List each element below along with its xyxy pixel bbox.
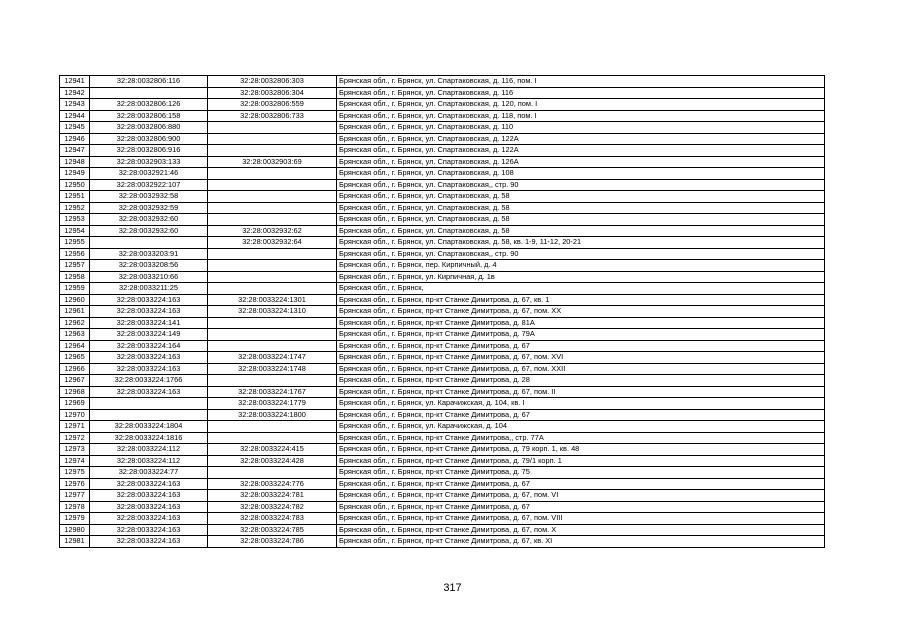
address-cell: Брянская обл., г. Брянск, ул. Спартаковская, д. 120, пом. I — [337, 99, 825, 111]
address-cell: Брянская обл., г. Брянск, пер. Кирпичный, д. 4 — [337, 260, 825, 272]
object-cadastral-number-cell — [208, 467, 337, 479]
cadastral-number-cell — [90, 398, 208, 410]
row-number-cell: 12959 — [60, 283, 90, 295]
table-row — [60, 329, 825, 341]
table-row — [60, 237, 825, 249]
row-number-cell: 12975 — [60, 467, 90, 479]
cadastral-number-cell: 32:28:0033224:1816 — [90, 432, 208, 444]
cadastral-number-cell: 32:28:0032921:46 — [90, 168, 208, 180]
row-number-cell: 12944 — [60, 110, 90, 122]
row-number-cell: 12974 — [60, 455, 90, 467]
table-row — [60, 478, 825, 490]
cadastral-number-cell: 32:28:0033224:163 — [90, 501, 208, 513]
row-number-cell: 12957 — [60, 260, 90, 272]
row-number-cell: 12950 — [60, 179, 90, 191]
cadastral-number-cell: 32:28:0033224:163 — [90, 490, 208, 502]
address-cell: Брянская обл., г. Брянск, пр-кт Станке Димитрова, д. 28 — [337, 375, 825, 387]
row-number-cell: 12958 — [60, 271, 90, 283]
row-number-cell: 12978 — [60, 501, 90, 513]
property-table — [59, 75, 825, 548]
object-cadastral-number-cell: 32:28:0033224:428 — [208, 455, 337, 467]
table-row — [60, 191, 825, 203]
cadastral-number-cell: 32:28:0032806:126 — [90, 99, 208, 111]
object-cadastral-number-cell — [208, 202, 337, 214]
cadastral-number-cell: 32:28:0033224:141 — [90, 317, 208, 329]
address-cell: Брянская обл., г. Брянск, ул. Спартаковская, д. 110 — [337, 122, 825, 134]
table-row — [60, 409, 825, 421]
row-number-cell: 12965 — [60, 352, 90, 364]
table-row — [60, 122, 825, 134]
table-row — [60, 421, 825, 433]
address-cell: Брянская обл., г. Брянск, ул. Спартаковская, д. 58 — [337, 191, 825, 203]
row-number-cell: 12966 — [60, 363, 90, 375]
row-number-cell: 12956 — [60, 248, 90, 260]
object-cadastral-number-cell — [208, 283, 337, 295]
cadastral-number-cell: 32:28:0032932:58 — [90, 191, 208, 203]
cadastral-number-cell: 32:28:0033224:77 — [90, 467, 208, 479]
object-cadastral-number-cell: 32:28:0032806:304 — [208, 87, 337, 99]
address-cell: Брянская обл., г. Брянск, пр-кт Станке Димитрова, д. 75 — [337, 467, 825, 479]
address-cell: Брянская обл., г. Брянск, ул. Спартаковская,, стр. 90 — [337, 179, 825, 191]
cadastral-number-cell: 32:28:0033210:66 — [90, 271, 208, 283]
address-cell: Брянская обл., г. Брянск, — [337, 283, 825, 295]
object-cadastral-number-cell — [208, 168, 337, 180]
table-body — [60, 76, 825, 548]
object-cadastral-number-cell: 32:28:0033224:1767 — [208, 386, 337, 398]
table-row — [60, 375, 825, 387]
cadastral-number-cell — [90, 87, 208, 99]
object-cadastral-number-cell — [208, 260, 337, 272]
row-number-cell: 12964 — [60, 340, 90, 352]
table-row — [60, 306, 825, 318]
table-row — [60, 340, 825, 352]
address-cell: Брянская обл., г. Брянск, ул. Спартаковская, д. 58, кв. 1-9, 11-12, 20-21 — [337, 237, 825, 249]
object-cadastral-number-cell — [208, 145, 337, 157]
address-cell: Брянская обл., г. Брянск, пр-кт Станке Димитрова, д. 67, пом. VI — [337, 490, 825, 502]
address-cell: Брянская обл., г. Брянск, пр-кт Станке Димитрова, д. 67, пом. XX — [337, 306, 825, 318]
object-cadastral-number-cell: 32:28:0033224:1748 — [208, 363, 337, 375]
address-cell: Брянская обл., г. Брянск, пр-кт Станке Димитрова, д. 79А — [337, 329, 825, 341]
cadastral-number-cell — [90, 409, 208, 421]
address-cell: Брянская обл., г. Брянск, пр-кт Станке Димитрова, д. 67, пом. II — [337, 386, 825, 398]
row-number-cell: 12971 — [60, 421, 90, 433]
cadastral-number-cell: 32:28:0033211:25 — [90, 283, 208, 295]
address-cell: Брянская обл., г. Брянск, пр-кт Станке Димитрова, д. 67, пом. XXII — [337, 363, 825, 375]
row-number-cell: 12963 — [60, 329, 90, 341]
row-number-cell: 12980 — [60, 524, 90, 536]
row-number-cell: 12948 — [60, 156, 90, 168]
address-cell: Брянская обл., г. Брянск, ул. Спартаковская, д. 118, пом. I — [337, 110, 825, 122]
address-cell: Брянская обл., г. Брянск, ул. Спартаковская, д. 58 — [337, 214, 825, 226]
cadastral-number-cell: 32:28:0033224:112 — [90, 455, 208, 467]
table-row — [60, 363, 825, 375]
object-cadastral-number-cell: 32:28:0033224:1800 — [208, 409, 337, 421]
row-number-cell: 12943 — [60, 99, 90, 111]
address-cell: Брянская обл., г. Брянск, ул. Спартаковская, д. 122А — [337, 145, 825, 157]
cadastral-number-cell — [90, 237, 208, 249]
object-cadastral-number-cell: 32:28:0033224:783 — [208, 513, 337, 525]
object-cadastral-number-cell: 32:28:0033224:415 — [208, 444, 337, 456]
cadastral-number-cell: 32:28:0033224:1804 — [90, 421, 208, 433]
cadastral-number-cell: 32:28:0032932:60 — [90, 225, 208, 237]
address-cell: Брянская обл., г. Брянск, ул. Спартаковская, д. 108 — [337, 168, 825, 180]
cadastral-number-cell: 32:28:0033224:163 — [90, 536, 208, 548]
row-number-cell: 12945 — [60, 122, 90, 134]
row-number-cell: 12952 — [60, 202, 90, 214]
cadastral-number-cell: 32:28:0033208:56 — [90, 260, 208, 272]
object-cadastral-number-cell — [208, 248, 337, 260]
object-cadastral-number-cell — [208, 191, 337, 203]
row-number-cell: 12955 — [60, 237, 90, 249]
row-number-cell: 12961 — [60, 306, 90, 318]
address-cell: Брянская обл., г. Брянск, пр-кт Станке Димитрова, д. 79/1 корп. 1 — [337, 455, 825, 467]
table-row — [60, 455, 825, 467]
row-number-cell: 12970 — [60, 409, 90, 421]
table-row — [60, 99, 825, 111]
address-cell: Брянская обл., г. Брянск, пр-кт Станке Димитрова, д. 67 — [337, 340, 825, 352]
object-cadastral-number-cell: 32:28:0033224:785 — [208, 524, 337, 536]
cadastral-number-cell: 32:28:0032806:900 — [90, 133, 208, 145]
object-cadastral-number-cell: 32:28:0033224:1779 — [208, 398, 337, 410]
table-row — [60, 432, 825, 444]
table-row — [60, 87, 825, 99]
cadastral-number-cell: 32:28:0033224:163 — [90, 513, 208, 525]
cadastral-number-cell: 32:28:0032932:60 — [90, 214, 208, 226]
cadastral-number-cell: 32:28:0033224:163 — [90, 363, 208, 375]
object-cadastral-number-cell: 32:28:0032806:733 — [208, 110, 337, 122]
page-number: 317 — [443, 582, 462, 594]
cadastral-number-cell: 32:28:0032922:107 — [90, 179, 208, 191]
object-cadastral-number-cell — [208, 133, 337, 145]
row-number-cell: 12979 — [60, 513, 90, 525]
table-row — [60, 444, 825, 456]
address-cell: Брянская обл., г. Брянск, пр-кт Станке Димитрова, д. 67, кв. 1 — [337, 294, 825, 306]
cadastral-number-cell: 32:28:0033224:163 — [90, 386, 208, 398]
object-cadastral-number-cell — [208, 340, 337, 352]
cadastral-number-cell: 32:28:0033224:163 — [90, 524, 208, 536]
address-cell: Брянская обл., г. Брянск, пр-кт Станке Димитрова, д. 67, пом. XVI — [337, 352, 825, 364]
object-cadastral-number-cell: 32:28:0032806:303 — [208, 76, 337, 88]
object-cadastral-number-cell: 32:28:0033224:781 — [208, 490, 337, 502]
table-row — [60, 398, 825, 410]
address-cell: Брянская обл., г. Брянск, пр-кт Станке Димитрова, д. 79 корп. 1, кв. 48 — [337, 444, 825, 456]
object-cadastral-number-cell: 32:28:0033224:1747 — [208, 352, 337, 364]
row-number-cell: 12951 — [60, 191, 90, 203]
object-cadastral-number-cell: 32:28:0033224:782 — [208, 501, 337, 513]
table-row — [60, 317, 825, 329]
object-cadastral-number-cell — [208, 375, 337, 387]
table-row — [60, 225, 825, 237]
object-cadastral-number-cell — [208, 214, 337, 226]
address-cell: Брянская обл., г. Брянск, ул. Спартаковская, д. 116, пом. I — [337, 76, 825, 88]
cadastral-number-cell: 32:28:0032903:133 — [90, 156, 208, 168]
row-number-cell: 12941 — [60, 76, 90, 88]
row-number-cell: 12960 — [60, 294, 90, 306]
cadastral-number-cell: 32:28:0032806:880 — [90, 122, 208, 134]
table-row — [60, 76, 825, 88]
table-row — [60, 294, 825, 306]
row-number-cell: 12968 — [60, 386, 90, 398]
cadastral-number-cell: 32:28:0033224:164 — [90, 340, 208, 352]
table-row — [60, 283, 825, 295]
cadastral-number-cell: 32:28:0032932:59 — [90, 202, 208, 214]
cadastral-number-cell: 32:28:0032806:916 — [90, 145, 208, 157]
cadastral-number-cell: 32:28:0033203:91 — [90, 248, 208, 260]
table-row — [60, 248, 825, 260]
table-row — [60, 386, 825, 398]
row-number-cell: 12946 — [60, 133, 90, 145]
cadastral-number-cell: 32:28:0032806:158 — [90, 110, 208, 122]
row-number-cell: 12967 — [60, 375, 90, 387]
table-row — [60, 524, 825, 536]
cadastral-number-cell: 32:28:0032806:116 — [90, 76, 208, 88]
address-cell: Брянская обл., г. Брянск, пр-кт Станке Димитрова, д. 67 — [337, 501, 825, 513]
table-row — [60, 513, 825, 525]
address-cell: Брянская обл., г. Брянск, пр-кт Станке Димитрова,, стр. 77А — [337, 432, 825, 444]
table-row — [60, 271, 825, 283]
object-cadastral-number-cell: 32:28:0033224:1301 — [208, 294, 337, 306]
address-cell: Брянская обл., г. Брянск, пр-кт Станке Димитрова, д. 67, кв. XI — [337, 536, 825, 548]
table-row — [60, 490, 825, 502]
address-cell: Брянская обл., г. Брянск, ул. Спартаковская, д. 122А — [337, 133, 825, 145]
row-number-cell: 12972 — [60, 432, 90, 444]
cadastral-number-cell: 32:28:0033224:163 — [90, 306, 208, 318]
address-cell: Брянская обл., г. Брянск, пр-кт Станке Димитрова, д. 67, пом. VIII — [337, 513, 825, 525]
address-cell: Брянская обл., г. Брянск, ул. Спартаковская, д. 58 — [337, 225, 825, 237]
cadastral-number-cell: 32:28:0033224:163 — [90, 352, 208, 364]
table-row — [60, 352, 825, 364]
table-row — [60, 133, 825, 145]
row-number-cell: 12947 — [60, 145, 90, 157]
row-number-cell: 12949 — [60, 168, 90, 180]
object-cadastral-number-cell — [208, 271, 337, 283]
row-number-cell: 12969 — [60, 398, 90, 410]
table-row — [60, 260, 825, 272]
row-number-cell: 12962 — [60, 317, 90, 329]
object-cadastral-number-cell: 32:28:0033224:786 — [208, 536, 337, 548]
table-row — [60, 110, 825, 122]
object-cadastral-number-cell — [208, 317, 337, 329]
address-cell: Брянская обл., г. Брянск, пр-кт Станке Димитрова, д. 67 — [337, 478, 825, 490]
row-number-cell: 12953 — [60, 214, 90, 226]
object-cadastral-number-cell — [208, 179, 337, 191]
object-cadastral-number-cell: 32:28:0033224:1310 — [208, 306, 337, 318]
address-cell: Брянская обл., г. Брянск, ул. Карачижская, д. 104 — [337, 421, 825, 433]
cadastral-number-cell: 32:28:0033224:163 — [90, 478, 208, 490]
table-row — [60, 536, 825, 548]
cadastral-number-cell: 32:28:0033224:1766 — [90, 375, 208, 387]
object-cadastral-number-cell: 32:28:0032932:64 — [208, 237, 337, 249]
object-cadastral-number-cell: 32:28:0032903:69 — [208, 156, 337, 168]
object-cadastral-number-cell — [208, 421, 337, 433]
table-row — [60, 467, 825, 479]
address-cell: Брянская обл., г. Брянск, ул. Карачижская, д. 104, кв. I — [337, 398, 825, 410]
object-cadastral-number-cell — [208, 432, 337, 444]
table-row — [60, 145, 825, 157]
object-cadastral-number-cell — [208, 122, 337, 134]
address-cell: Брянская обл., г. Брянск, пр-кт Станке Димитрова, д. 67, пом. X — [337, 524, 825, 536]
address-cell: Брянская обл., г. Брянск, пр-кт Станке Димитрова, д. 81А — [337, 317, 825, 329]
row-number-cell: 12976 — [60, 478, 90, 490]
cadastral-number-cell: 32:28:0033224:149 — [90, 329, 208, 341]
table-row — [60, 179, 825, 191]
table-row — [60, 202, 825, 214]
object-cadastral-number-cell — [208, 329, 337, 341]
object-cadastral-number-cell: 32:28:0032806:559 — [208, 99, 337, 111]
table-row — [60, 214, 825, 226]
cadastral-number-cell: 32:28:0033224:112 — [90, 444, 208, 456]
table-row — [60, 156, 825, 168]
row-number-cell: 12977 — [60, 490, 90, 502]
address-cell: Брянская обл., г. Брянск, ул. Спартаковская, д. 126А — [337, 156, 825, 168]
table-row — [60, 168, 825, 180]
row-number-cell: 12981 — [60, 536, 90, 548]
address-cell: Брянская обл., г. Брянск, ул. Кирпичная, д. 1в — [337, 271, 825, 283]
object-cadastral-number-cell: 32:28:0032932:62 — [208, 225, 337, 237]
address-cell: Брянская обл., г. Брянск, ул. Спартаковская, д. 116 — [337, 87, 825, 99]
row-number-cell: 12942 — [60, 87, 90, 99]
table-row — [60, 501, 825, 513]
row-number-cell: 12954 — [60, 225, 90, 237]
row-number-cell: 12973 — [60, 444, 90, 456]
address-cell: Брянская обл., г. Брянск, ул. Спартаковская, д. 58 — [337, 202, 825, 214]
object-cadastral-number-cell: 32:28:0033224:776 — [208, 478, 337, 490]
cadastral-number-cell: 32:28:0033224:163 — [90, 294, 208, 306]
address-cell: Брянская обл., г. Брянск, ул. Спартаковская,, стр. 90 — [337, 248, 825, 260]
address-cell: Брянская обл., г. Брянск, пр-кт Станке Димитрова, д. 67 — [337, 409, 825, 421]
